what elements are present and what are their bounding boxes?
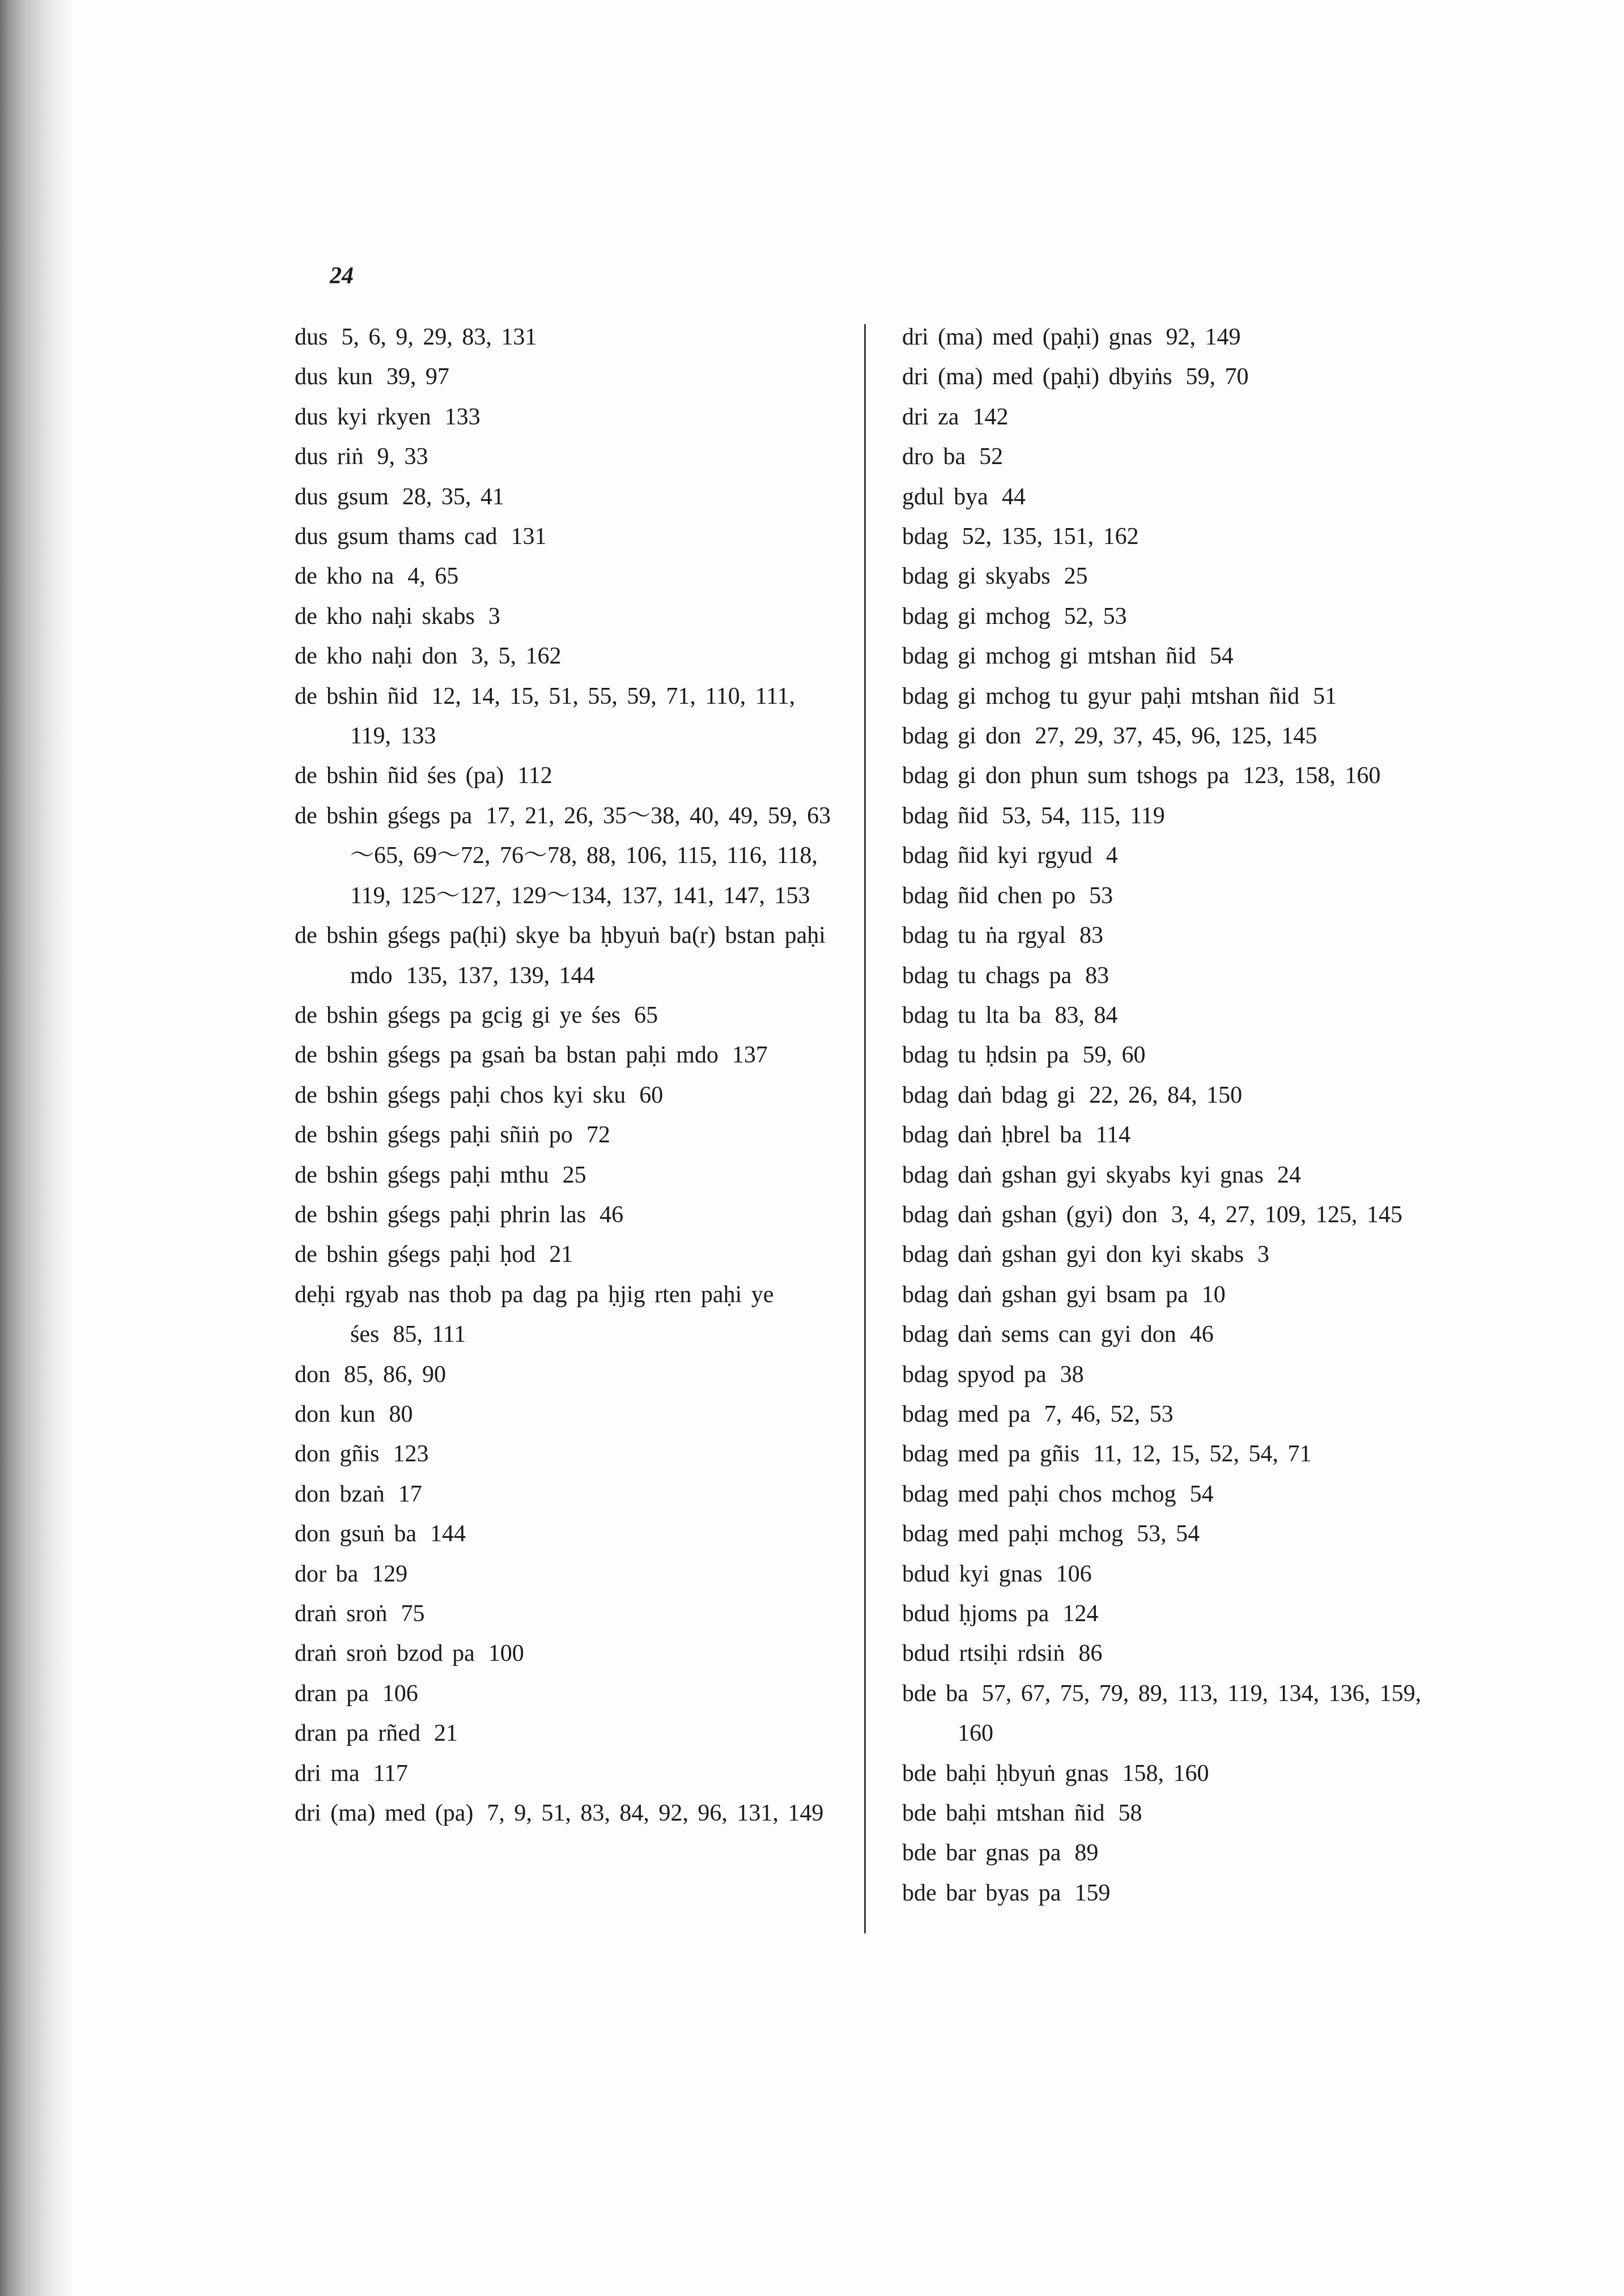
index-term: don bzaṅ [295, 1481, 385, 1507]
index-entry [295, 1355, 833, 1394]
index-entry [902, 1474, 1452, 1514]
index-entry [902, 1155, 1452, 1195]
index-page-refs: 144 [430, 1521, 466, 1547]
index-entry [902, 437, 1452, 477]
index-page-refs: 52, 135, 151, 162 [962, 524, 1139, 550]
index-term: de bshin gśegs pa(ḥi) skye ba ḥbyuṅ ba(r) bstan paḥi mdo [295, 922, 826, 989]
index-entry [902, 1075, 1452, 1115]
index-term: de bshin ñid śes (pa) [295, 763, 504, 789]
index-page-refs: 59, 70 [1185, 364, 1249, 390]
index-page-refs: 123, 158, 160 [1243, 763, 1381, 789]
index-term: bde baḥi mtshan ñid [902, 1800, 1105, 1827]
index-term: bde ba [902, 1680, 968, 1707]
index-term: dro ba [902, 444, 966, 470]
index-term: bdag gi mchog tu gyur paḥi mtshan ñid [902, 683, 1300, 709]
index-page-refs: 17, 21, 26, 35～38, 40, 49, 59, 63～65, 69～72, 76～78, 88, 106, 115, 116, 118, 119, 125～127, 129～134, 137, 141, 147, 153 [350, 802, 831, 909]
index-term: bdag gi skyabs [902, 563, 1051, 590]
index-term: bdag daṅ gshan gyi bsam pa [902, 1281, 1188, 1308]
index-page-refs: 54 [1209, 643, 1234, 670]
index-entry [902, 397, 1452, 437]
index-term: dri ma [295, 1760, 360, 1787]
index-page-refs: 22, 26, 84, 150 [1089, 1082, 1243, 1108]
index-page-refs: 124 [1062, 1601, 1099, 1627]
index-term: bdag daṅ bdag gi [902, 1082, 1076, 1108]
index-entry [295, 1674, 833, 1714]
index-term: bde baḥi ḥbyuṅ gnas [902, 1760, 1109, 1787]
index-entry [902, 1355, 1452, 1394]
index-term: bdag spyod pa [902, 1361, 1047, 1388]
index-entry [295, 397, 833, 437]
index-term: bdag ñid kyi rgyud [902, 843, 1092, 869]
index-page-refs: 5, 6, 9, 29, 83, 131 [341, 324, 537, 350]
index-term: deḥi rgyab nas thob pa dag pa ḥjig rten paḥi ye śes [295, 1281, 774, 1348]
index-page-refs: 24 [1277, 1162, 1301, 1188]
index-entry [902, 1195, 1452, 1235]
index-page-refs: 100 [488, 1640, 524, 1667]
index-entry [902, 1315, 1452, 1354]
index-term: bdag ñid chen po [902, 882, 1076, 909]
index-page-refs: 27, 29, 37, 45, 96, 125, 145 [1035, 723, 1317, 750]
index-entry [295, 996, 833, 1035]
index-term: don gsuṅ ba [295, 1521, 416, 1547]
index-page-refs: 52 [979, 444, 1004, 470]
column-divider [864, 324, 866, 1933]
index-term: bdag tu lta ba [902, 1002, 1041, 1028]
index-entry [295, 1554, 833, 1594]
page-number: 24 [330, 263, 354, 289]
index-entry [902, 956, 1452, 996]
index-term: dri (ma) med (paḥi) dbyiṅs [902, 364, 1172, 390]
index-page-refs: 28, 35, 41 [402, 483, 504, 510]
index-page-refs: 137 [732, 1042, 768, 1069]
index-entry [902, 636, 1452, 676]
index-entry [295, 1714, 833, 1753]
index-page-refs: 83, 84 [1055, 1002, 1118, 1028]
index-page-refs: 133 [444, 403, 481, 430]
index-entry [295, 317, 833, 357]
index-page-refs: 80 [389, 1401, 413, 1427]
index-term: dus kun [295, 364, 373, 390]
index-page-refs: 58 [1118, 1800, 1142, 1827]
index-page-refs: 25 [1064, 563, 1088, 590]
index-term: dri (ma) med (pa) [295, 1800, 474, 1827]
index-entry [295, 1634, 833, 1673]
index-page-refs: 159 [1074, 1880, 1111, 1906]
index-entry [902, 836, 1452, 875]
index-page-refs: 75 [401, 1601, 425, 1627]
index-page-refs: 117 [373, 1760, 408, 1787]
index-page-refs: 106 [1056, 1561, 1092, 1587]
index-entry [902, 556, 1452, 596]
index-page-refs: 131 [511, 524, 547, 550]
index-page-refs: 44 [1001, 483, 1026, 510]
index-page-refs: 39, 97 [386, 364, 449, 390]
index-term: dri za [902, 403, 959, 430]
index-entry [295, 1235, 833, 1274]
index-term: bde bar byas pa [902, 1880, 1061, 1906]
index-column-left [295, 317, 833, 1833]
index-entry [295, 756, 833, 796]
index-term: de bshin gśegs pa [295, 802, 473, 829]
index-page-refs: 72 [586, 1122, 610, 1149]
index-entry [295, 597, 833, 636]
index-page-refs: 21 [433, 1720, 458, 1747]
index-term: draṅ sroṅ bzod pa [295, 1640, 475, 1667]
index-term: dri (ma) med (paḥi) gnas [902, 324, 1153, 350]
index-entry [902, 1035, 1452, 1075]
index-term: bdag gi mchog gi mtshan ñid [902, 643, 1196, 670]
index-entry [295, 1594, 833, 1634]
index-page-refs: 12, 14, 15, 51, 55, 59, 71, 110, 111, 119, 133 [350, 683, 796, 750]
index-page-refs: 123 [393, 1441, 429, 1468]
index-entry [902, 677, 1452, 716]
index-term: gdul bya [902, 483, 988, 510]
index-page-refs: 46 [600, 1201, 624, 1228]
index-page-refs: 38 [1060, 1361, 1084, 1388]
index-term: de bshin gśegs paḥi ḥod [295, 1241, 536, 1268]
index-entry [295, 1754, 833, 1793]
index-page-refs: 85, 111 [393, 1321, 466, 1348]
index-entry [902, 1115, 1452, 1155]
index-page-refs: 53, 54 [1137, 1521, 1200, 1547]
index-entry [902, 317, 1452, 357]
index-entry [902, 1275, 1452, 1315]
index-term: bdag med paḥi mchog [902, 1521, 1124, 1547]
index-term: bdag daṅ gshan gyi skyabs kyi gnas [902, 1162, 1264, 1188]
index-page-refs: 59, 60 [1082, 1042, 1146, 1069]
index-term: bdag [902, 524, 949, 550]
index-term: bdud ḥjoms pa [902, 1601, 1049, 1627]
index-term: bdag tu chags pa [902, 962, 1072, 989]
index-term: de bshin gśegs paḥi mthu [295, 1162, 549, 1188]
index-entry [902, 756, 1452, 796]
index-entry [902, 1394, 1452, 1434]
index-page-refs: 106 [382, 1680, 418, 1707]
index-term: bdag med pa [902, 1401, 1031, 1427]
index-term: bdag gi don phun sum tshogs pa [902, 763, 1230, 789]
index-term: dor ba [295, 1561, 359, 1587]
index-entry [902, 357, 1452, 397]
index-page-refs: 53 [1089, 882, 1113, 909]
index-term: bdag med paḥi chos mchog [902, 1481, 1176, 1507]
index-page-refs: 65 [634, 1002, 658, 1028]
index-page-refs: 46 [1189, 1321, 1214, 1348]
index-term: bdag tu ṅa rgyal [902, 922, 1066, 949]
index-page-refs: 21 [549, 1241, 573, 1268]
index-page-refs: 89 [1074, 1840, 1099, 1866]
index-entry [295, 357, 833, 397]
index-entry [902, 1873, 1452, 1913]
index-entry [295, 1155, 833, 1195]
index-term: bdag tu ḥdsin pa [902, 1042, 1069, 1069]
index-entry [295, 916, 833, 996]
index-term: bdag med pa gñis [902, 1441, 1080, 1468]
index-page-refs: 53, 54, 115, 119 [1001, 802, 1165, 829]
index-term: draṅ sroṅ [295, 1601, 388, 1627]
index-entry [295, 1195, 833, 1235]
index-page-refs: 10 [1201, 1281, 1226, 1308]
index-entry [902, 517, 1452, 556]
index-term: dus gsum [295, 483, 389, 510]
index-entry [902, 597, 1452, 636]
index-entry [902, 1674, 1452, 1754]
index-entry [295, 1275, 833, 1355]
index-page-refs: 83 [1079, 922, 1103, 949]
index-entry [902, 716, 1452, 756]
index-page-refs: 17 [398, 1481, 422, 1507]
index-term: don gñis [295, 1441, 380, 1468]
index-term: dus kyi rkyen [295, 403, 431, 430]
index-page-refs: 54 [1189, 1481, 1214, 1507]
index-entry [295, 1474, 833, 1514]
index-page-refs: 129 [372, 1561, 408, 1587]
index-entry [295, 636, 833, 676]
index-term: bdag daṅ gshan (gyi) don [902, 1201, 1158, 1228]
index-page-refs: 60 [639, 1082, 664, 1108]
index-entry [295, 1035, 833, 1075]
index-term: de bshin gśegs paḥi phrin las [295, 1201, 586, 1228]
index-entry [295, 1434, 833, 1474]
index-term: bdag daṅ gshan gyi don kyi skabs [902, 1241, 1244, 1268]
index-term: dus riṅ [295, 444, 364, 470]
index-entry [902, 1235, 1452, 1274]
index-page-refs: 114 [1095, 1122, 1131, 1149]
index-term: bdag gi don [902, 723, 1022, 750]
index-page-refs: 57, 67, 75, 79, 89, 113, 119, 134, 136, 159, 160 [958, 1680, 1422, 1747]
index-term: bdud rtsiḥi rdsiṅ [902, 1640, 1065, 1667]
index-entry [295, 1115, 833, 1155]
index-page-refs: 7, 9, 51, 83, 84, 92, 96, 131, 149 [487, 1800, 824, 1827]
index-term: de kho na [295, 563, 394, 590]
index-page-refs: 11, 12, 15, 52, 54, 71 [1093, 1441, 1312, 1468]
index-entry [902, 1514, 1452, 1554]
index-term: de kho naḥi skabs [295, 603, 475, 630]
index-page-refs: 52, 53 [1064, 603, 1127, 630]
index-page-refs: 85, 86, 90 [344, 1361, 446, 1388]
index-entry [902, 1434, 1452, 1474]
index-page-refs: 83 [1085, 962, 1109, 989]
index-entry [295, 556, 833, 596]
index-term: dran pa rñed [295, 1720, 420, 1747]
index-entry [902, 1594, 1452, 1634]
index-page-refs: 135, 137, 139, 144 [406, 962, 595, 989]
index-entry [902, 796, 1452, 836]
index-entry [902, 1754, 1452, 1793]
index-entry [902, 1554, 1452, 1594]
index-term: de bshin gśegs pa gsaṅ ba bstan paḥi mdo [295, 1042, 719, 1069]
index-page-refs: 158, 160 [1122, 1760, 1209, 1787]
index-term: de bshin ñid [295, 683, 418, 709]
scan-binding-edge [0, 0, 74, 2296]
index-entry [295, 1793, 833, 1833]
index-entry [902, 477, 1452, 517]
index-page-refs: 112 [517, 763, 552, 789]
index-term: dus [295, 324, 328, 350]
index-term: don [295, 1361, 330, 1388]
index-term: bdag ñid [902, 802, 988, 829]
index-page-refs: 3, 4, 27, 109, 125, 145 [1171, 1201, 1402, 1228]
index-entry [295, 1075, 833, 1115]
index-entry [902, 876, 1452, 916]
index-page-refs: 25 [562, 1162, 586, 1188]
index-term: bde bar gnas pa [902, 1840, 1061, 1866]
index-entry [295, 517, 833, 556]
index-page-refs: 3, 5, 162 [471, 643, 562, 670]
index-page-refs: 51 [1313, 683, 1337, 709]
index-entry [295, 796, 833, 916]
index-entry [295, 477, 833, 517]
index-entry [902, 996, 1452, 1035]
index-column-right [902, 317, 1452, 1913]
index-term: dus gsum thams cad [295, 524, 498, 550]
index-term: bdag daṅ ḥbrel ba [902, 1122, 1082, 1149]
index-entry [295, 677, 833, 756]
index-page-refs: 3 [1257, 1241, 1269, 1268]
index-term: de bshin gśegs paḥi sñiṅ po [295, 1122, 573, 1149]
index-term: de bshin gśegs paḥi chos kyi sku [295, 1082, 626, 1108]
index-term: bdag daṅ sems can gyi don [902, 1321, 1176, 1348]
index-term: bdag gi mchog [902, 603, 1051, 630]
index-page-refs: 3 [488, 603, 500, 630]
index-entry [295, 1394, 833, 1434]
index-page-refs: 4, 65 [407, 563, 459, 590]
index-entry [295, 437, 833, 477]
index-term: bdud kyi gnas [902, 1561, 1043, 1587]
index-entry [902, 916, 1452, 955]
index-term: don kun [295, 1401, 376, 1427]
index-page-refs: 9, 33 [377, 444, 428, 470]
index-page-refs: 7, 46, 52, 53 [1044, 1401, 1174, 1427]
index-page-refs: 4 [1106, 843, 1118, 869]
index-entry [295, 1514, 833, 1554]
index-term: de kho naḥi don [295, 643, 458, 670]
index-entry [902, 1793, 1452, 1833]
index-term: dran pa [295, 1680, 369, 1707]
index-page-refs: 86 [1078, 1640, 1103, 1667]
index-term: de bshin gśegs pa gcig gi ye śes [295, 1002, 621, 1028]
index-entry [902, 1833, 1452, 1873]
index-page-refs: 142 [972, 403, 1009, 430]
index-entry [902, 1634, 1452, 1673]
index-page-refs: 92, 149 [1166, 324, 1241, 350]
